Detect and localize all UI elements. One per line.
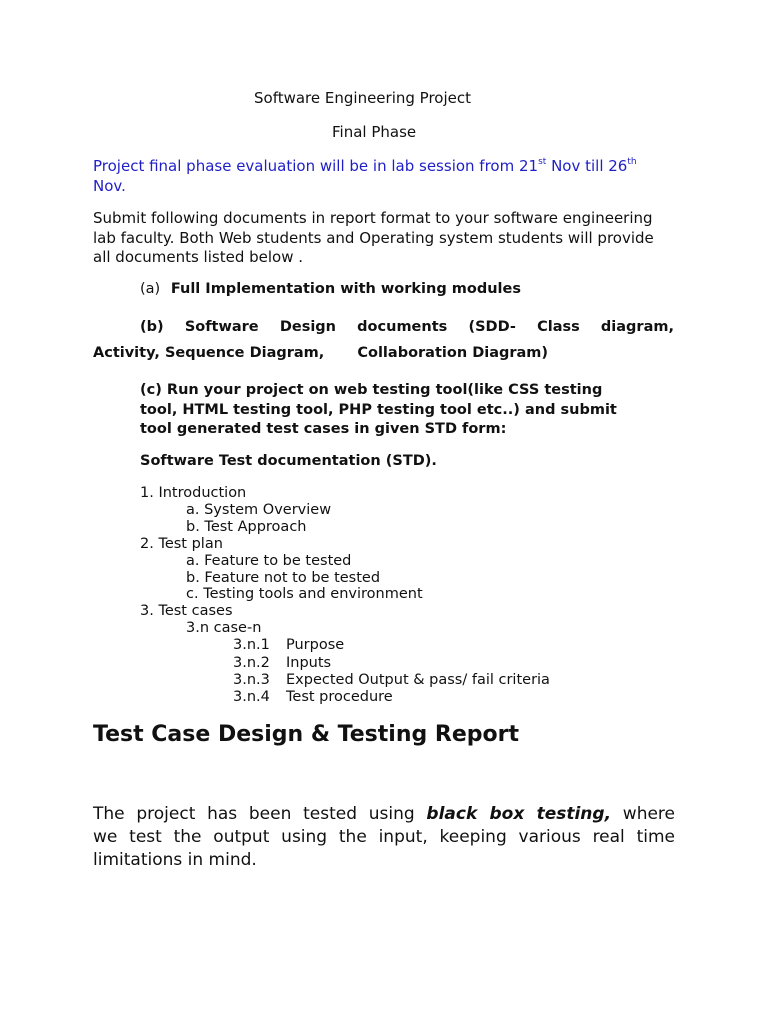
document-subtitle: Final Phase: [332, 123, 417, 141]
item-c-line-2: tool, HTML testing tool, PHP testing tool etc..) and submit: [140, 402, 617, 418]
submit-line-3: all documents listed below .: [93, 248, 304, 266]
item-a-marker: (a): [140, 281, 161, 297]
document-title: Software Engineering Project: [254, 89, 471, 107]
notice-sup-2: th: [627, 157, 637, 167]
notice-sup-1: st: [538, 157, 547, 167]
report-intro-line-2: we test the output using the input, keeping various real time: [93, 827, 675, 847]
item-b-line-1: (b) Software Design documents (SDD- Class diagram,: [140, 319, 674, 335]
outline-item-1: 1. Introduction: [140, 485, 247, 501]
report-intro-line-3: limitations in mind.: [93, 850, 257, 870]
notice-text-before: Project final phase evaluation will be in lab session from 21: [93, 157, 539, 175]
outline-sub-1-text: Purpose: [286, 637, 345, 653]
report-intro-before: The project has been tested using: [93, 804, 427, 824]
outline-item-3n: 3.n case-n: [186, 620, 262, 636]
report-intro-after: where: [611, 804, 675, 824]
outline-sub-4-text: Test procedure: [286, 689, 393, 705]
outline-item-1a: a. System Overview: [186, 502, 332, 518]
report-heading: Test Case Design & Testing Report: [93, 722, 519, 747]
submit-line-2: lab faculty. Both Web students and Operating system students will provide: [93, 229, 654, 247]
item-a-text: Full Implementation with working modules: [170, 281, 521, 297]
outline-item-2: 2. Test plan: [140, 536, 223, 552]
item-b-line-2: [93, 343, 548, 363]
outline-item-1b: b. Test Approach: [186, 519, 307, 535]
std-title: Software Test documentation (STD).: [140, 453, 437, 469]
outline-sub-2-number: 3.n.2: [233, 655, 270, 671]
outline-sub-1-number: 3.n.1: [233, 637, 270, 653]
outline-item-2a: a. Feature to be tested: [186, 553, 352, 569]
item-a: [140, 279, 521, 299]
outline-sub-2-text: Inputs: [286, 655, 332, 671]
item-b-line-2-part-1: Activity, Sequence Diagram,: [93, 345, 325, 361]
notice-text-mid: Nov till 26: [546, 157, 628, 175]
report-intro-emphasis: black box testing,: [426, 804, 612, 824]
notice-line-2: Nov.: [93, 177, 126, 195]
submit-line-1: Submit following documents in report format to your software engineering: [93, 209, 653, 227]
outline-sub-3-number: 3.n.3: [233, 672, 270, 688]
item-b-line-2-part-2: Collaboration Diagram): [357, 345, 549, 361]
outline-item-2c: c. Testing tools and environment: [186, 586, 423, 602]
notice-line-1: [93, 156, 637, 176]
item-c-line-3: tool generated test cases in given STD form:: [140, 421, 507, 437]
outline-item-2b: b. Feature not to be tested: [186, 570, 381, 586]
outline-item-3: 3. Test cases: [140, 603, 233, 619]
outline-sub-4-number: 3.n.4: [233, 689, 270, 705]
outline-sub-3-text: Expected Output & pass/ fail criteria: [286, 672, 550, 688]
item-c-line-1: (c) Run your project on web testing tool(like CSS testing: [140, 382, 603, 398]
report-intro-line-1: [93, 803, 675, 826]
